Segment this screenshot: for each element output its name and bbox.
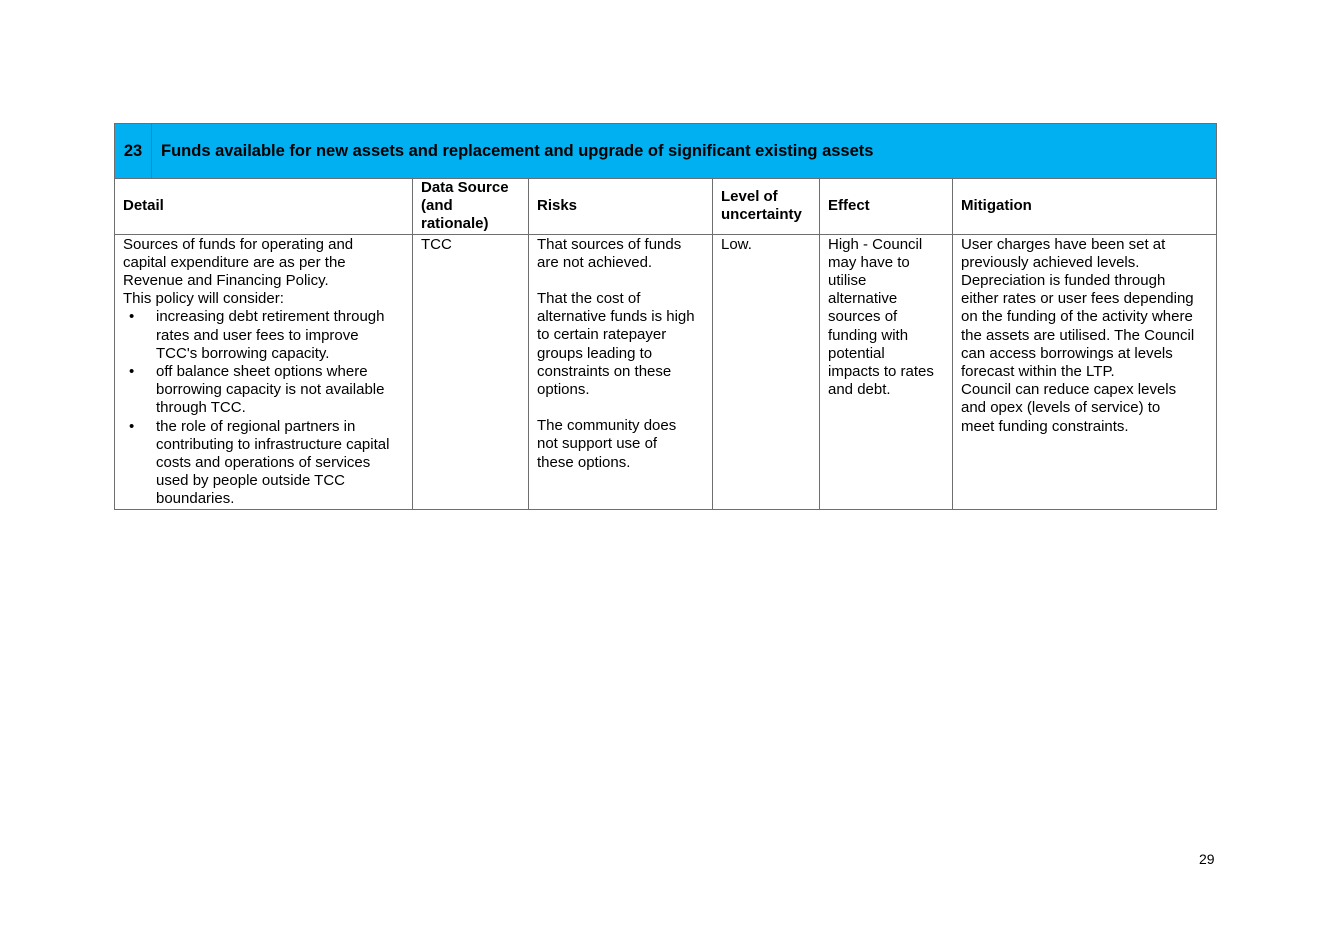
text-line: forecast within the LTP. [961,363,1115,381]
page-number: 29 [1199,851,1215,867]
header-line: Level of [721,188,778,206]
text-line: • increasing debt retirement through [156,308,385,326]
detail-bullet-list [123,308,404,508]
header-level [713,179,820,235]
header-line: rationale) [421,215,489,233]
header-effect: Effect [820,179,953,235]
paragraph-gap [537,399,704,417]
text-line: these options. [537,453,631,471]
text-line: contributing to infrastructure capital [156,435,390,453]
text-line: the assets are utilised. The Council [961,326,1195,344]
table-row [115,234,1217,509]
text-line: previously achieved levels. [961,253,1140,271]
text-line: User charges have been set at [961,235,1166,253]
mitigation-cell [953,234,1217,509]
level-cell: Low. [713,234,820,509]
detail-cell [115,234,413,509]
text-line: Council can reduce capex levels [961,381,1177,399]
header-data-source [413,179,529,235]
text-line: Revenue and Financing Policy. [123,272,329,290]
text-line: and debt. [828,381,891,399]
text-line: potential [828,344,885,362]
text-line: This policy will consider: [123,290,284,308]
list-item [123,308,404,363]
text-line: funding with [828,326,909,344]
text-line: boundaries. [156,490,235,508]
list-item [123,418,404,509]
text-line: Sources of funds for operating and [123,235,354,253]
text-line: Depreciation is funded through [961,272,1166,290]
text-line: meet funding constraints. [961,417,1129,435]
text-line: That the cost of [537,290,641,308]
paragraph-gap [537,272,704,290]
section-title-row [115,124,1217,179]
header-line: Data Source [421,179,509,196]
text-line: • off balance sheet options where [156,363,368,381]
data-source-cell: TCC [413,234,529,509]
text-line: impacts to rates [828,363,934,381]
text-line: The community does [537,417,677,435]
risks-cell [529,234,713,509]
header-risks: Risks [529,179,713,235]
header-line: uncertainty [721,206,802,224]
text-line: on the funding of the activity where [961,308,1193,326]
text-line: are not achieved. [537,253,653,271]
text-line: to certain ratepayer [537,326,667,344]
text-line: utilise [828,272,867,290]
text-line: not support use of [537,435,658,453]
text-line: constraints on these [537,362,672,380]
effect-cell [820,234,953,509]
text-line: options. [537,381,590,399]
text-line: may have to [828,253,910,271]
text-line: • the role of regional partners in [156,417,356,435]
text-line: and opex (levels of service) to [961,399,1161,417]
text-line: High - Council [828,235,923,253]
header-detail: Detail [115,179,413,235]
text-line: groups leading to [537,344,653,362]
text-line: borrowing capacity is not available [156,381,385,399]
text-line: costs and operations of services [156,454,371,472]
column-header-row [115,179,1217,235]
text-line: alternative funds is high [537,308,695,326]
text-line: rates and user fees to improve [156,326,359,344]
text-line: can access borrowings at levels [961,344,1173,362]
text-line: capital expenditure are as per the [123,253,346,271]
text-line: TCC's borrowing capacity. [156,344,330,362]
text-line: alternative [828,290,898,308]
text-line: through TCC. [156,399,246,417]
list-item [123,363,404,418]
risk-assumption-table [114,123,1217,510]
text-line: sources of [828,308,898,326]
section-title: Funds available for new assets and replacement and upgrade of significant existing assets [161,141,874,160]
header-line: (and [421,197,453,215]
text-line: used by people outside TCC [156,472,346,490]
header-mitigation: Mitigation [953,179,1217,235]
text-line: That sources of funds [537,235,682,253]
text-line: either rates or user fees depending [961,290,1194,308]
section-number: 23 [115,124,152,178]
